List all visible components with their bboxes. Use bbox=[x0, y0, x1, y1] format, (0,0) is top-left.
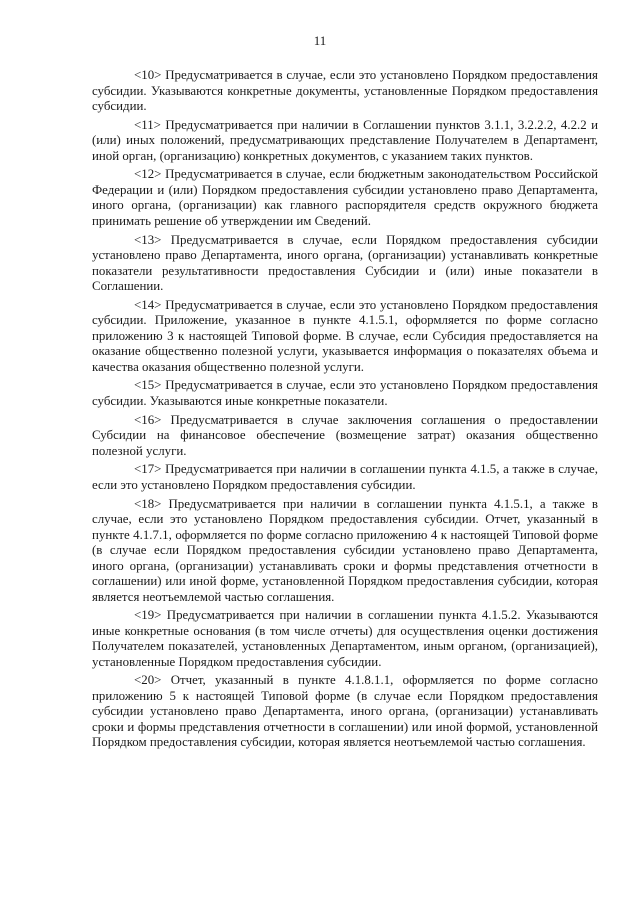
footnote-text: Предусматривается в случае, если это установлено Порядком предоставления субсидии. Приложение, указанное в пункте 4.1.5.1, оформляется по форме согласно приложению 3 к настоящей Типовой форме. В случае, если Субсидия предоставляется на оказание общественно полезной услуги, указывается информация о показателях объема и качества оказания общественно полезной услуги. bbox=[92, 297, 598, 374]
footnote-15 bbox=[92, 378, 598, 409]
footnote-text: Отчет, указанный в пункте 4.1.8.1.1, оформляется по форме согласно приложению 5 к настоящей Типовой форме (в случае если Порядком предоставления субсидии установлено право Департамента, иного органа, (организации) устанавливать сроки и формы представления отчетности в соглашении) или иной формой, установленной Порядком предоставления субсидии, которая является неотъемлемой частью соглашения. bbox=[92, 673, 598, 750]
footnote-16 bbox=[92, 413, 598, 460]
footnote-text: Предусматривается в случае, если Порядком предоставления субсидии установлено право Департамента, иного органа, (организации) устанавливать конкретные показатели результативности предоставления Субсидии и (или) иные показатели в Соглашении. bbox=[92, 232, 598, 294]
footnote-marker: <16> bbox=[134, 412, 162, 427]
footnote-text: Предусматривается в случае, если бюджетным законодательством Российской Федерации и (или) Порядком предоставления субсидии установлено право Департамента, иного органа, (организации) как главного распорядителя средств окружного бюджета принимать решение об утверждении им Сведений. bbox=[92, 167, 599, 228]
footnote-text: Предусматривается в случае заключения соглашения о предоставлении Субсидии на финансовое обеспечение (возмещение затрат) оказания общественно полезной услуги. bbox=[92, 412, 598, 458]
page-number: 11 bbox=[313, 33, 327, 48]
footnote-marker: <13> bbox=[134, 232, 162, 247]
footnote-11 bbox=[92, 118, 598, 165]
footnote-text: Предусматривается при наличии в соглашении пункта 4.1.5, а также в случае, если это установлено Порядком предоставления субсидии. bbox=[92, 462, 598, 492]
footnote-13 bbox=[92, 233, 598, 295]
footnote-14 bbox=[92, 298, 598, 376]
footnote-19 bbox=[92, 608, 598, 670]
footnotes-section bbox=[92, 68, 598, 754]
footnote-marker: <18> bbox=[134, 496, 162, 511]
footnote-18 bbox=[92, 497, 598, 606]
footnote-marker: <11> bbox=[134, 117, 161, 132]
footnote-text: Предусматривается в случае, если это установлено Порядком предоставления субсидии. Указываются конкретные документы, установленные Порядком предоставления субсидии. bbox=[92, 68, 598, 113]
footnote-marker: <12> bbox=[134, 167, 162, 182]
footnote-17 bbox=[92, 462, 598, 493]
footnote-12 bbox=[92, 167, 598, 229]
footnote-marker: <19> bbox=[134, 608, 162, 623]
footnote-marker: <14> bbox=[134, 297, 162, 312]
footnote-10 bbox=[92, 68, 598, 115]
footnote-marker: <20> bbox=[134, 673, 162, 688]
footnote-marker: <15> bbox=[134, 378, 162, 393]
footnote-marker: <10> bbox=[134, 68, 162, 82]
footnote-text: Предусматривается при наличии в соглашении пункта 4.1.5.1, а также в случае, если это установлено Порядком предоставления субсидии. Отчет, указанный в пункте 4.1.7.1, оформляется по форме согласно приложению 4 к настоящей Типовой форме (в случае если Порядком предоставления субсидии установлено право Департамента, иного органа, (организации) устанавливать сроки и формы представления отчетности в соглашении) или иной форме, установленной Порядком предоставления субсидии, которая является неотъемлемой частью соглашения. bbox=[92, 496, 598, 604]
footnote-text: Предусматривается при наличии в соглашении пункта 4.1.5.2. Указываются иные конкретные основания (в том числе отчеты) для осуществления оценки достижения Получателем показателей, установленных Департаментом, иным органом, (организацией), установленные Порядком предоставления субсидии. bbox=[92, 608, 598, 669]
footnote-20 bbox=[92, 673, 598, 751]
footnote-text: Предусматривается в случае, если это установлено Порядком предоставления субсидии. Указываются иные конкретные показатели. bbox=[92, 378, 598, 408]
footnote-marker: <17> bbox=[134, 462, 162, 477]
footnote-text: Предусматривается при наличии в Соглашении пунктов 3.1.1, 3.2.2.2, 4.2.2 и (или) иных положений, предусматривающих представление Получателем в Департамент, иной орган, (организацию) конкретных документов, с указанием таких пунктов. bbox=[92, 117, 598, 163]
